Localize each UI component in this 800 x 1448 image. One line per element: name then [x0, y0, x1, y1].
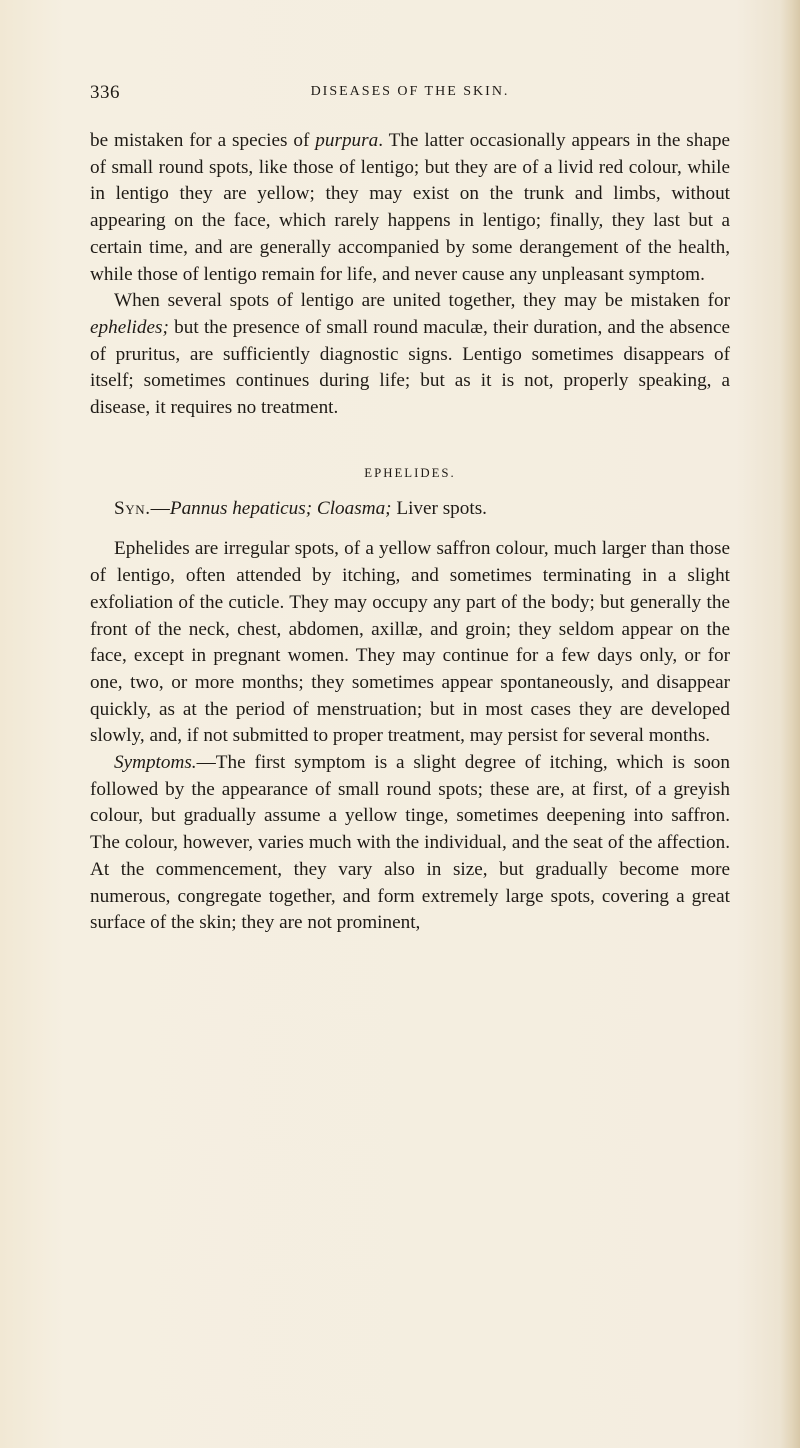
paragraph-symptoms: [90, 750, 730, 937]
synonyms-line: [90, 496, 730, 523]
spacer: [90, 482, 730, 496]
italic-term: ephelides;: [90, 316, 169, 338]
symptoms-label: Symptoms.: [114, 752, 197, 774]
paragraph-text: —The first symptom is a slight degree of itching, which is soon followed by the appearance of small round spots; these are, at first, of a greyish colour, but gradually assume a yellow tinge, sometimes deepening into saffron. The colour, however, varies much with the individual, and the seat of the affection. At the commencement, they vary also in size, but gradually become more numerous, congregate together, and form extremely large spots, covering a great surface of the skin; they are not prominent,: [90, 752, 730, 934]
paragraph-text: be mistaken for a species of: [90, 130, 316, 151]
page-header: [90, 82, 730, 112]
running-title: DISEASES OF THE SKIN.: [310, 84, 510, 99]
paragraph-purpura: [90, 128, 730, 288]
spacer: [90, 422, 730, 464]
section-heading: EPHELIDES.: [364, 465, 456, 480]
page-number: 336: [90, 82, 120, 103]
synonyms-italic: Pannus hepaticus; Cloasma;: [169, 497, 392, 519]
paragraph-lentigo-ephelides: [90, 288, 730, 422]
synonyms-text: Liver spots.: [391, 497, 487, 519]
body-text: [90, 128, 730, 937]
page-edge-shadow: [780, 0, 800, 1448]
paragraph-text: but the presence of small round maculæ, their duration, and the absence of pruritus, are sufficiently diagnostic signs. Lentigo sometimes disappears of itself; sometimes continues during life; but as it is not, properly speaking, a disease, it requires no treatment.: [90, 316, 730, 419]
synonyms-label: Syn.: [114, 497, 151, 519]
spacer: [90, 522, 730, 536]
paragraph-text: When several spots of lentigo are united together, they may be mistaken for: [114, 290, 730, 312]
paragraph-text: . The latter occasionally appears in the shape of small round spots, like those of lentigo; but they are of a livid red colour, while in lentigo they are yellow; they may exist on the trunk and limbs, without appearing on the face, which rarely happens in lentigo; finally, they last but a certain time, and are generally accompanied by some derangement of the health, while those of lentigo remain for life, and never cause any unpleasant symptom.: [90, 130, 730, 285]
paragraph-ephelides-description: [90, 536, 730, 750]
paragraph-text: Ephelides are irregular spots, of a yellow saffron colour, much larger than those of lentigo, often attended by itching, and sometimes terminating in a slight exfoliation of the cuticle. They may occupy any part of the body; but generally the front of the neck, chest, abdomen, axillæ, and groin; they seldom appear on the face, except in pregnant women. They may continue for a few days only, or for one, two, or more months; they sometimes appear spontaneously, and disappear quickly, as at the period of menstruation; but in most cases they are developed slowly, and, if not submitted to proper treatment, may persist for several months.: [90, 538, 730, 747]
dash: —: [150, 497, 170, 519]
italic-term: purpura: [315, 130, 379, 151]
